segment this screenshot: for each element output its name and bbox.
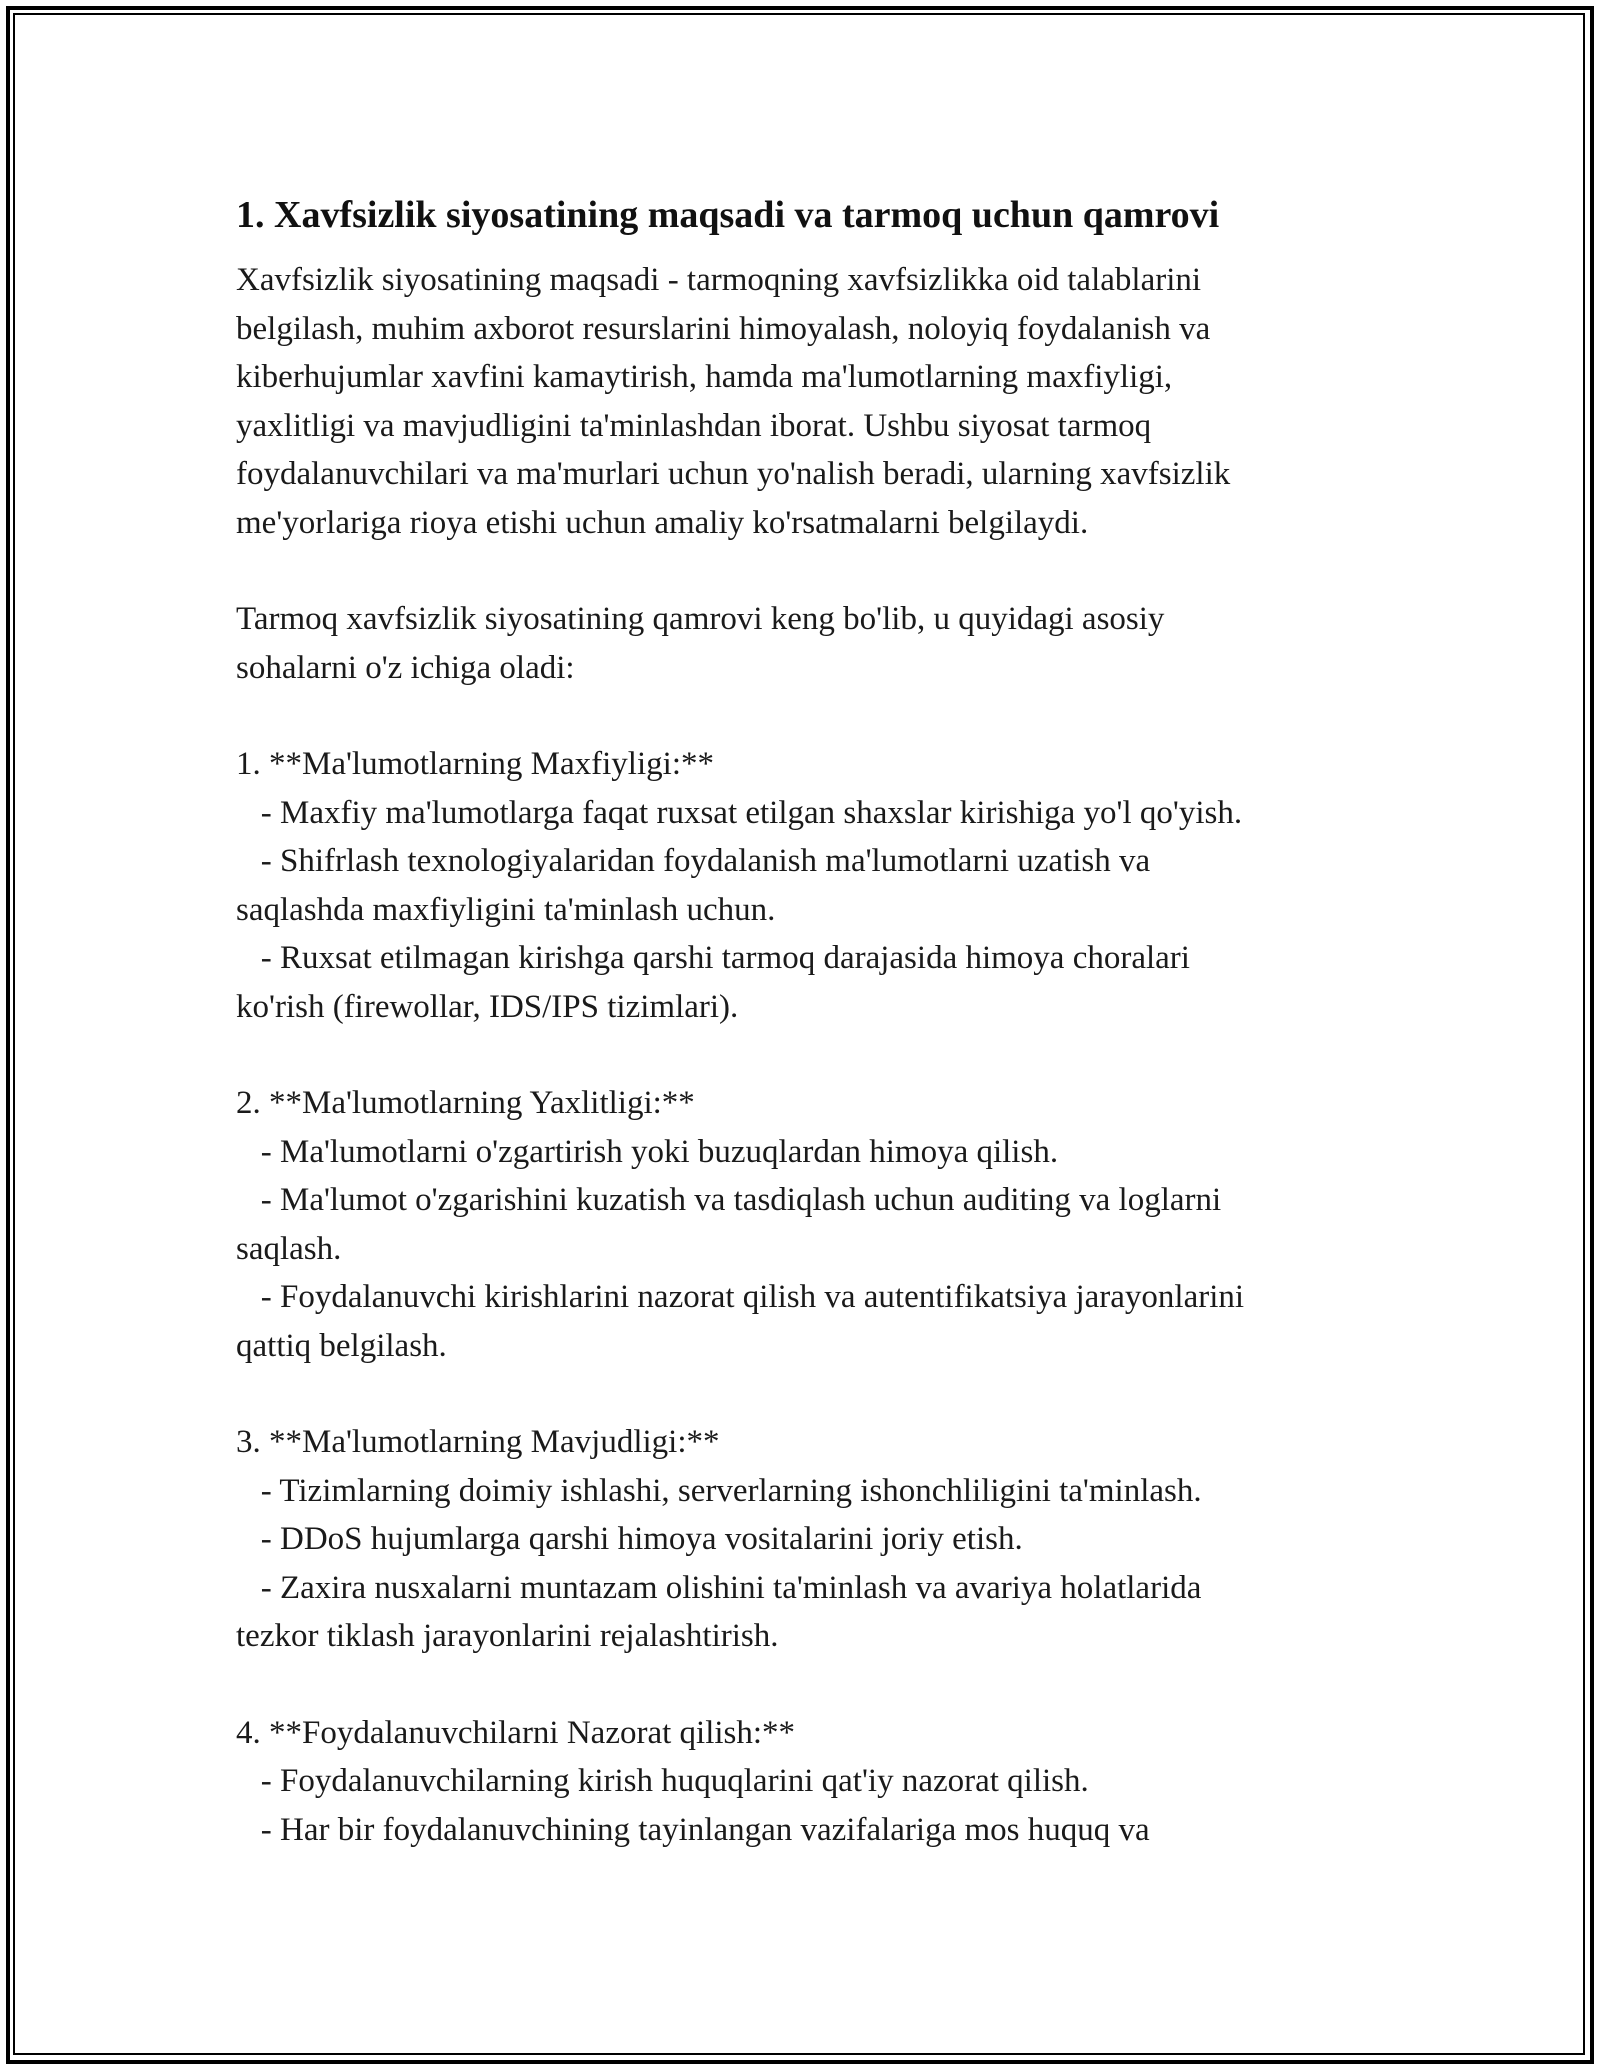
section-availability: 3. **Ma'lumotlarning Mavjudligi:** - Tizimlarning doimiy ishlashi, serverlarning ishonchliligini ta'minlash. - DDoS hujumlarga qarshi himoya vositalarini joriy etish. - Zaxira nusxalarni muntazam olishini ta'minlash va avariya holatlarida tezkor tiklash jarayonlarini rejalashtirish. [236, 1424, 1202, 1654]
section-integrity: 2. **Ma'lumotlarning Yaxlitligi:** - Ma'lumotlarni o'zgartirish yoki buzuqlardan himoya qilish. - Ma'lumot o'zgarishini kuzatish va tasdiqlash uchun auditing va loglarni saqlash. - Foydalanuvchi kirishlarini nazorat qilish va autentifikatsiya jarayonlarini qattiq belgilash. [236, 1085, 1245, 1364]
section-user-control: 4. **Foydalanuvchilarni Nazorat qilish:** - Foydalanuvchilarning kirish huquqlarini qat'iy nazorat qilish. - Har bir foydalanuvchining tayinlangan vazifalariga mos huquq va [236, 1714, 1150, 1848]
section-confidentiality: 1. **Ma'lumotlarning Maxfiyligi:** - Maxfiy ma'lumotlarga faqat ruxsat etilgan shaxslar kirishiga yo'l qo'yish. - Shifrlash texnologiyalaridan foydalanish ma'lumotlarni uzatish va saqlashda maxfiyligini ta'minlash uchun. - Ruxsat etilmagan kirishga qarshi tarmoq darajasida himoya choralari ko'rish (firewollar, IDS/IPS tizimlari). [236, 746, 1243, 1025]
document-page [236, 188, 1396, 1854]
document-title: 1. Xavfsizlik siyosatining maqsadi va tarmoq uchun qamrovi [236, 194, 1220, 236]
scope-intro-paragraph: Tarmoq xavfsizlik siyosatining qamrovi keng bo'lib, u quyidagi asosiy sohalarni o'z ichiga oladi: [236, 601, 1165, 686]
purpose-paragraph: Xavfsizlik siyosatining maqsadi - tarmoqning xavfsizlikka oid talablarini belgilash, muhim axborot resurslarini himoyalash, noloyiq foydalanish va kiberhujumlar xavfini kamaytirish, hamda ma'lumotlarning maxfiyligi, yaxlitligi va mavjudligini ta'minlashdan iborat. Ushbu siyosat tarmoq foydalanuvchilari va ma'murlari uchun yo'nalish beradi, ularning xavfsizlik me'yorlariga rioya etishi uchun amaliy ko'rsatmalarni belgilaydi. [236, 262, 1231, 541]
